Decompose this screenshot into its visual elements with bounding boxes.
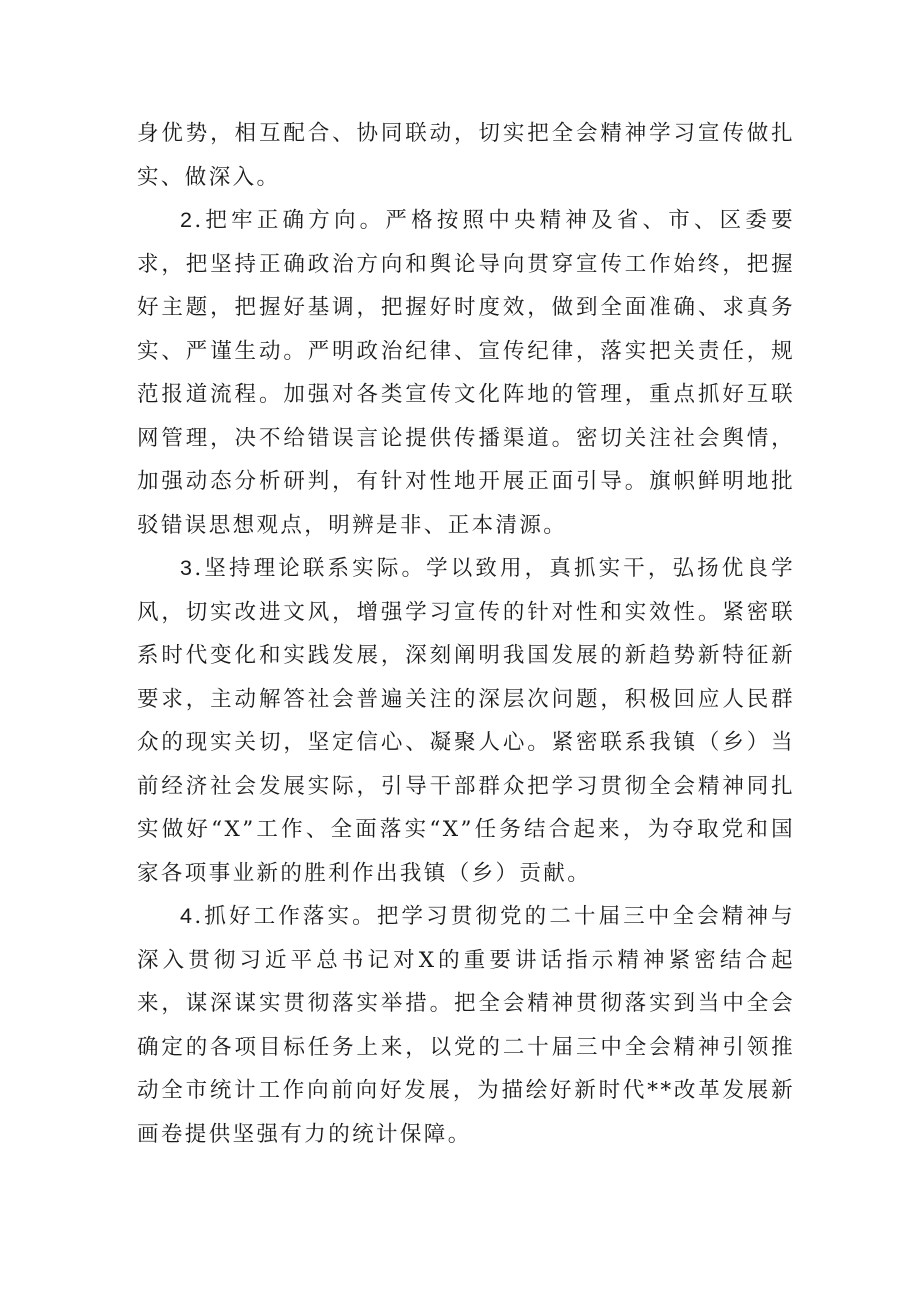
paragraph-text: .抓好工作落实。把学习贯彻党的二十届三中全会精神与深入贯彻习近平总书记对X的重要讲话指示精神紧密结合起来，谋深谋实贯彻落实举措。把全会精神贯彻落实到当中全会确定的各项目标任务上来，以党的二十届三中全会精神引领推动全市统计工作向前向好发展，为描绘好新时代**改革发展新画卷提供坚强有力的统计保障。 bbox=[137, 904, 795, 1147]
document-body bbox=[137, 112, 795, 1156]
paragraph-continuation bbox=[137, 112, 795, 199]
paragraph-number: 3 bbox=[180, 556, 195, 580]
paragraph-item-4 bbox=[137, 895, 795, 1156]
paragraph-item-2 bbox=[137, 199, 795, 547]
paragraph-text: 身优势，相互配合、协同联动，切实把全会精神学习宣传做扎实、做深入。 bbox=[137, 121, 795, 190]
paragraph-number: 2 bbox=[180, 208, 195, 232]
paragraph-number: 4 bbox=[180, 904, 195, 928]
paragraph-text: .把牢正确方向。严格按照中央精神及省、市、区委要求，把坚持正确政治方向和舆论导向贯穿宣传工作始终，把握好主题，把握好基调，把握好时度效，做到全面准确、求真务实、严谨生动。严明政治纪律、宣传纪律，落实把关责任，规范报道流程。加强对各类宣传文化阵地的管理，重点抓好互联网管理，决不给错误言论提供传播渠道。密切关注社会舆情，加强动态分析研判，有针对性地开展正面引导。旗帜鲜明地批驳错误思想观点，明辨是非、正本清源。 bbox=[137, 208, 795, 538]
paragraph-item-3 bbox=[137, 547, 795, 895]
paragraph-text: .坚持理论联系实际。学以致用，真抓实干，弘扬优良学风，切实改进文风，增强学习宣传的针对性和实效性。紧密联系时代变化和实践发展，深刻阐明我国发展的新趋势新特征新要求，主动解答社会普遍关注的深层次问题，积极回应人民群众的现实关切，坚定信心、凝聚人心。紧密联系我镇（乡）当前经济社会发展实际，引导干部群众把学习贯彻全会精神同扎实做好“X”工作、全面落实“X”任务结合起来，为夺取党和国家各项事业新的胜利作出我镇（乡）贡献。 bbox=[137, 556, 795, 886]
